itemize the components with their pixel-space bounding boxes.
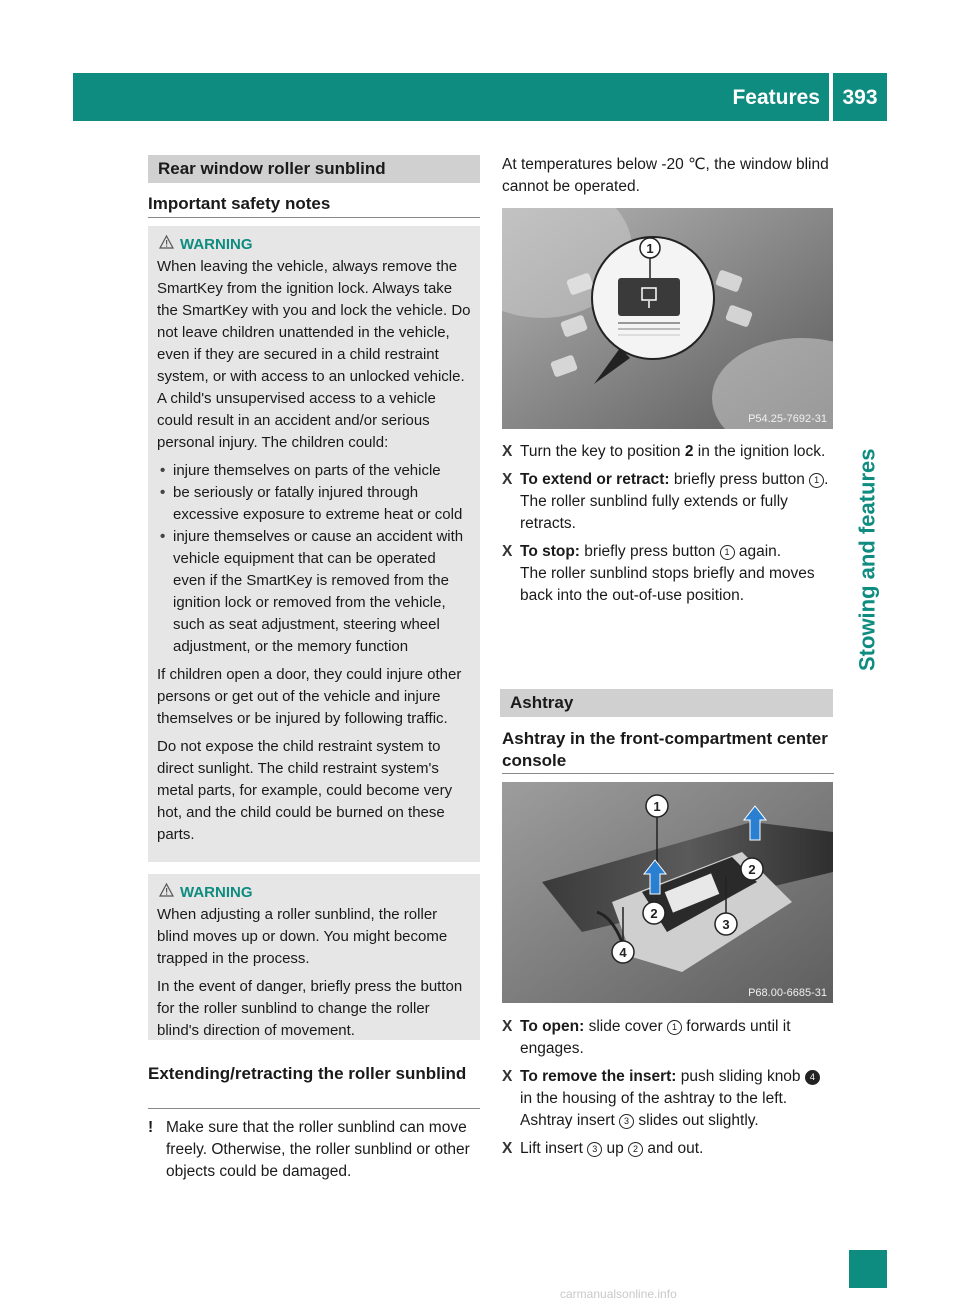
- page-title: Features: [732, 86, 820, 109]
- warning-bullet: • injure themselves on parts of the vehicle: [157, 460, 472, 482]
- ashtray-photo: [502, 782, 833, 1003]
- warning-title: [157, 234, 472, 256]
- warning-text: Do not expose the child restraint system to direct sunlight. The child restraint system's metal parts, for example, could become very hot, and the child could be burned on these parts.: [157, 738, 453, 843]
- subheading-extending-retracting: Extending/retracting the roller sunblind: [148, 1064, 467, 1083]
- step-item: X Turn the key to position 2 in the ignition lock.: [502, 441, 834, 463]
- steps-roller-sunblind: [502, 441, 834, 613]
- caution-text: Make sure that the roller sunblind can move freely. Otherwise, the roller sunblind or other objects could be damaged.: [166, 1119, 470, 1180]
- step-item: X Lift insert 3 up 2 and out.: [502, 1138, 836, 1160]
- header-bar: [73, 73, 829, 121]
- step-marker-icon: X: [502, 443, 513, 460]
- image-callout: 1: [646, 241, 654, 256]
- section-heading-ashtray: Ashtray: [500, 689, 833, 717]
- callout-number-icon: 3: [587, 1142, 602, 1157]
- image-reference-code: P54.25-7692-31: [748, 413, 827, 425]
- caution-note: [148, 1117, 482, 1183]
- image-callout: 4: [619, 945, 627, 960]
- warning-panel-children: [148, 226, 480, 862]
- warning-bullet: • be seriously or fatally injured through excessive exposure to extreme heat or cold: [157, 482, 472, 526]
- image-callout: 1: [653, 799, 661, 814]
- section-heading-roller-sunblind: Rear window roller sunblind: [148, 155, 480, 183]
- page-number: 393: [842, 86, 878, 109]
- warning-triangle-icon: [159, 882, 174, 904]
- warning-title: [157, 882, 472, 904]
- step-marker-icon: X: [502, 1068, 513, 1085]
- subheading-ashtray-console: Ashtray in the front-compartment center console: [502, 729, 828, 770]
- warning-panel-sunblind: [148, 874, 480, 1040]
- callout-number-icon: 1: [667, 1020, 682, 1035]
- warning-bullet: • injure themselves or cause an accident with vehicle equipment that can be operated even if the SmartKey is removed from the ignition lock or removed from the vehicle, such as seat adjustment, steering wheel adjustment, or the memory function: [157, 526, 472, 658]
- side-tab-label: Stowing and features: [854, 448, 880, 672]
- temperature-note: At temperatures below -20 ℃, the window blind cannot be operated.: [502, 156, 829, 195]
- image-reference-code: P68.00-6685-31: [748, 987, 827, 999]
- callout-number-icon: 1: [720, 545, 735, 560]
- warning-text: In the event of danger, briefly press the button for the roller sunblind to change the roller blind's direction of movement.: [157, 978, 463, 1039]
- step-item: X To extend or retract: briefly press button 1 . The roller sunblind fully extends or fully retracts.: [502, 471, 829, 532]
- steps-ashtray: [502, 1016, 836, 1166]
- callout-number-icon: 2: [628, 1142, 643, 1157]
- warning-text: When leaving the vehicle, always remove the SmartKey from the ignition lock. Always take the SmartKey with you and lock the vehicle. Do not leave children unattended in the vehicle, even if they are secured in a child restraint system, or with access to an unlocked vehicle. A child's unsupervised access to a vehicle could result in an accident and/or serious personal injury. The children could:: [157, 258, 471, 451]
- image-callout: 2: [650, 906, 658, 921]
- ashtray-photo-illustration: [502, 782, 833, 1003]
- warning-text: When adjusting a roller sunblind, the roller blind moves up or down. You might become trapped in the process.: [157, 906, 448, 967]
- step-marker-icon: X: [502, 471, 513, 488]
- watermark: carmanualsonline.info: [560, 1287, 677, 1301]
- step-item: X To remove the insert: push sliding knob 4 in the housing of the ashtray to the left. Ashtray insert 3 slides out slightly.: [502, 1066, 836, 1132]
- step-item: X To stop: briefly press button 1 again. The roller sunblind stops briefly and moves back into the out-of-use position.: [502, 543, 815, 604]
- callout-number-icon: 4: [805, 1070, 820, 1085]
- warning-triangle-icon: [159, 234, 174, 256]
- image-callout: 3: [722, 917, 730, 932]
- step-marker-icon: X: [502, 543, 513, 560]
- warning-title-text: WARNING: [180, 236, 253, 253]
- callout-number-icon: 1: [809, 473, 824, 488]
- heading-rule: [502, 773, 834, 774]
- warning-title-text: WARNING: [180, 884, 253, 901]
- roller-sunblind-photo-illustration: [502, 208, 833, 429]
- step-marker-icon: X: [502, 1140, 513, 1157]
- roller-sunblind-button-photo: [502, 208, 833, 429]
- side-tab-marker: [849, 1250, 887, 1288]
- step-marker-icon: X: [502, 1018, 513, 1035]
- heading-rule: [148, 1108, 480, 1109]
- subheading-safety-notes: Important safety notes: [148, 194, 331, 213]
- warning-text: If children open a door, they could injure other persons or get out of the vehicle and injure themselves or be injured by following traffic.: [157, 666, 462, 727]
- heading-rule: [148, 217, 480, 218]
- image-callout: 2: [748, 862, 756, 877]
- step-item: X To open: slide cover 1 forwards until it engages.: [502, 1018, 791, 1057]
- callout-number-icon: 3: [619, 1114, 634, 1129]
- caution-mark: !: [148, 1119, 154, 1136]
